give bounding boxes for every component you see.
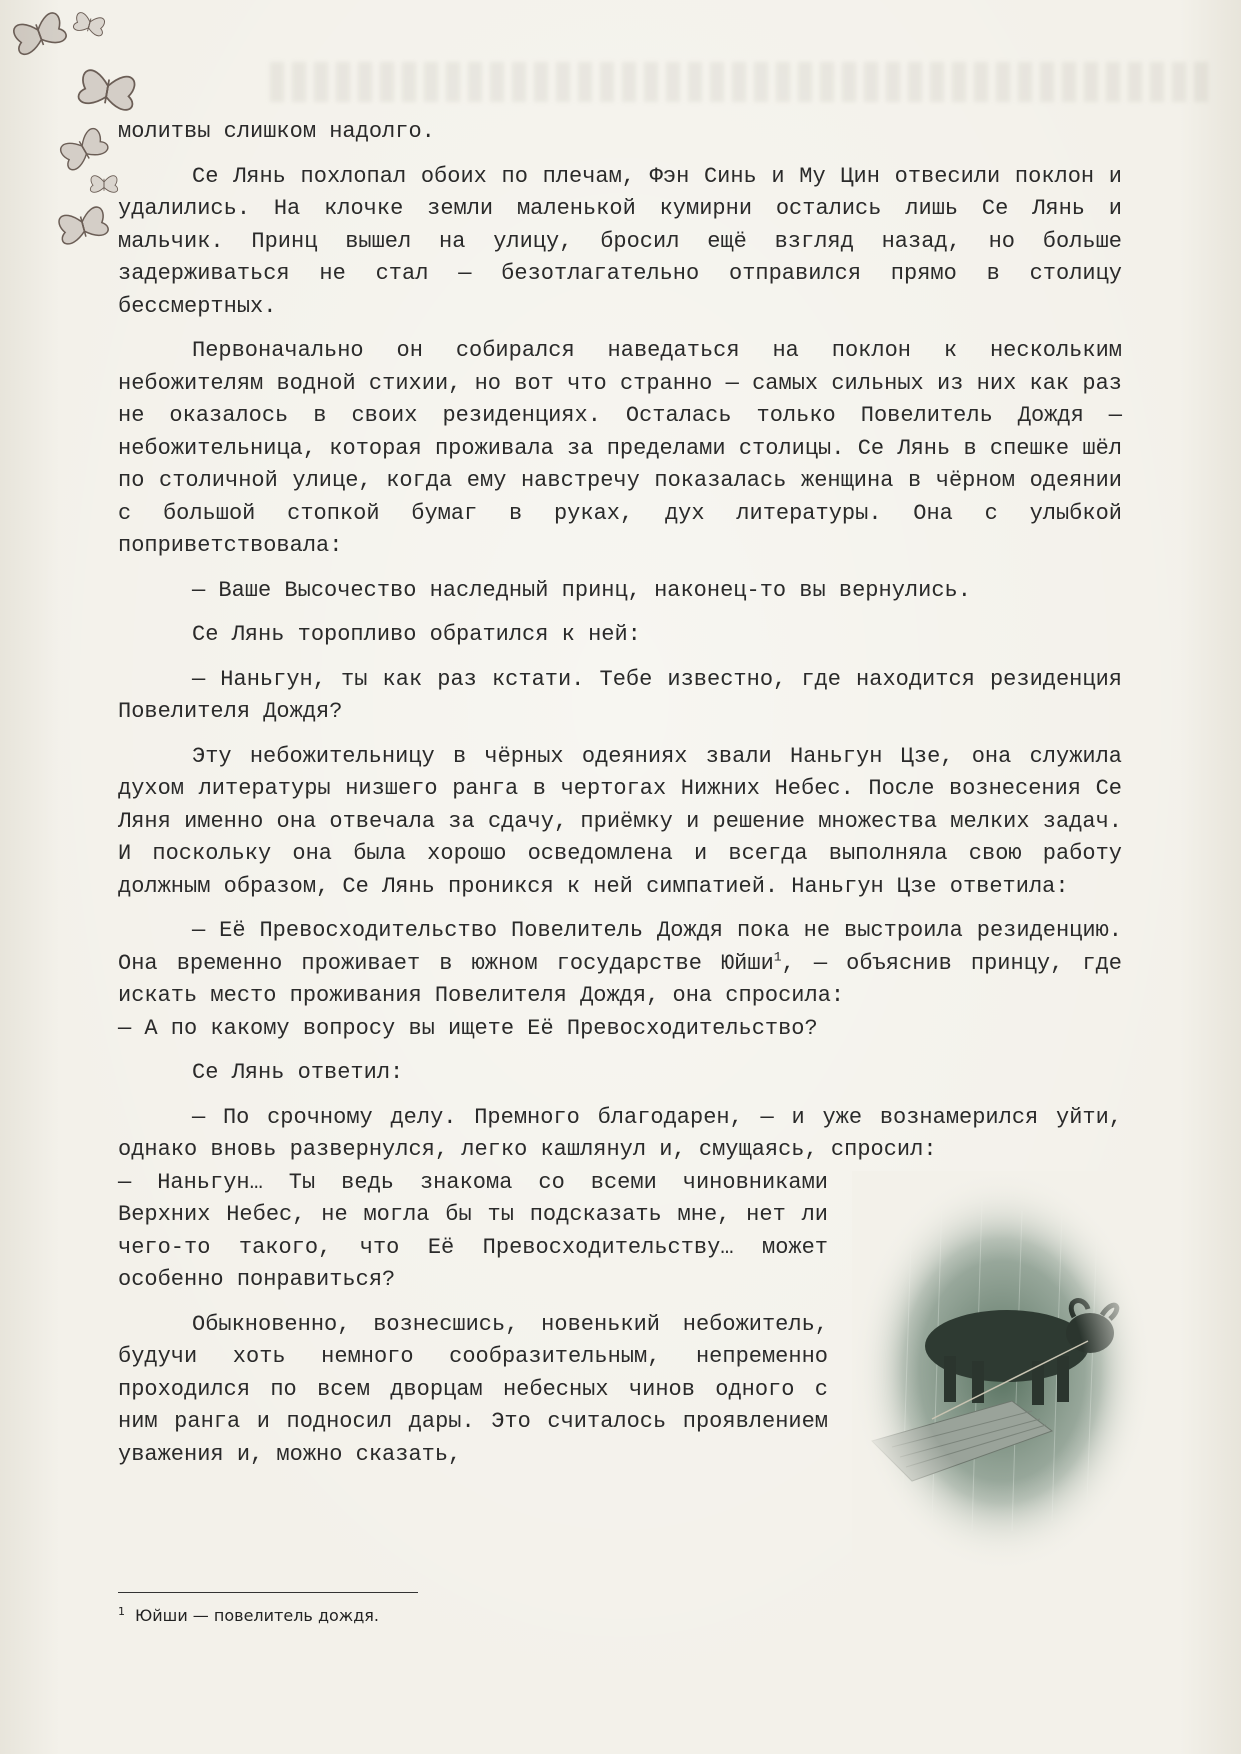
paragraph: Эту небожительницу в чёрных одеяниях звали Наньгун Цзе, она служила духом литературы низшего ранга в чертогах Нижних Небес. После вознесения Се Ляня именно она отвечала за сдачу, приёмку и решение множества мелких задач. И поскольку она была хорошо осведомлена и всегда выполняла свою работу должным образом, Се Лянь проникся к ней симпатией. Наньгун Цзе ответила: <box>118 743 1122 899</box>
body-text <box>118 116 1122 1571</box>
rain-ox-illustration <box>852 1171 1152 1571</box>
paragraph <box>118 915 1122 1013</box>
paragraph: Се Лянь похлопал обоих по плечам, Фэн Синь и Му Цин отвесили поклон и удалились. На клочке земли маленькой кумирни остались лишь Се Лянь и мальчик. Принц вышел на улицу, бросил ещё взгляд назад, но больше задерживаться не стал — безотлагательно отправился прямо в столицу бессмертных. <box>118 163 1122 319</box>
paragraph: Обыкновенно, вознесшись, новенький небожитель, будучи хоть немного сообразительным, непременно проходился по всем дворцам небесных чинов одного с ним ранга и подносил дары. Это считалось проявлением уважения и, можно сказать, <box>118 1311 828 1467</box>
paragraph: — А по какому вопросу вы ищете Её Превосходительство? <box>118 1015 818 1041</box>
footnote-divider <box>118 1592 418 1593</box>
footnote-number: 1 <box>118 1604 125 1618</box>
footnote <box>118 1606 379 1625</box>
footnote-text: Юйши — повелитель дождя. <box>135 1606 379 1625</box>
illustrated-block <box>118 1167 1122 1472</box>
paragraph: — Ваше Высочество наследный принц, наконец-то вы вернулись. <box>192 577 971 603</box>
paragraph: молитвы слишком надолго. <box>118 119 435 144</box>
paragraph: — Наньгун… Ты ведь знакома со всеми чиновниками Верхних Небес, не могла бы ты подсказать мне, нет ли чего-то такого, что Её Превосходительству… может особенно понравиться? <box>118 1169 828 1292</box>
paragraph-text: , — объяснив принцу, где искать место проживания Повелителя Дождя, она спросила: <box>118 950 1122 1008</box>
faint-background-script <box>270 62 1210 102</box>
paragraph: Се Лянь торопливо обратился к ней: <box>192 622 641 647</box>
paragraph-text: — Её Превосходительство Повелитель Дождя пока не выстроила резиденцию. Она временно проживает в южном государстве Юйши <box>118 918 1122 976</box>
paragraph: Первоначально он собирался наведаться на поклон к нескольким небожителям водной стихии, но вот что странно — самых сильных из них как раз не оказалось в своих резиденциях. Осталась только Повелитель Дождя — небожительница, которая проживала за пределами столицы. Се Лянь в спешке шёл по столичной улице, когда ему навстречу показалась женщина в чёрном одеянии с большой стопкой бумаг в руках, дух литературы. Она с улыбкой поприветствовала: <box>118 338 1122 558</box>
paragraph: Се Лянь ответил: <box>192 1060 404 1085</box>
paragraph: — Наньгун, ты как раз кстати. Тебе известно, где находится резиденция Повелителя Дождя? <box>118 666 1122 724</box>
paragraph: — По срочному делу. Премного благодарен, — и уже вознамерился уйти, однако вновь развернулся, легко кашлянул и, смущаясь, спросил: <box>118 1104 1122 1162</box>
footnote-ref[interactable]: 1 <box>773 949 782 965</box>
